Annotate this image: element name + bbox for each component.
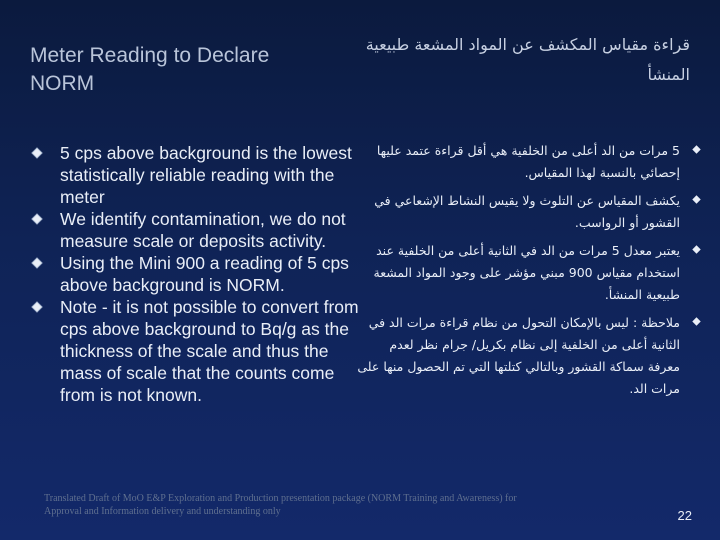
bullet-text: 5 cps above background is the lowest statistically reliable reading with the meter xyxy=(60,143,352,207)
bullet-icon xyxy=(31,301,42,312)
bullet-icon xyxy=(692,145,700,153)
bullet-icon xyxy=(692,317,700,325)
bullet-item-ar xyxy=(357,312,702,400)
bullet-item-en xyxy=(30,296,365,406)
bullet-icon xyxy=(31,213,42,224)
bullet-text: يعتبر معدل 5 مرات من الد في الثانية أعلى من الخلفية عند استخدام مقياس 900 مبني مؤشر على وجود المواد المشعة طبيعية المنشأ. xyxy=(373,243,680,302)
bullet-text: ملاحظة : ليس بالإمكان التحول من نظام قراءة مرات الد في الثانية أعلى من الخلفية إلى نظام بكريل/ جرام نظر لعدم معرفة سماكة القشور وبالتالي كتلتها التي تم الحصول منها على مرات الد. xyxy=(357,315,680,396)
bullet-text: يكشف المقياس عن التلوث ولا يقيس النشاط الإشعاعي في القشور أو الرواسب. xyxy=(374,193,680,230)
bullet-list-english xyxy=(30,142,365,406)
bullet-text: We identify contamination, we do not measure scale or deposits activity. xyxy=(60,209,346,251)
page-number: 22 xyxy=(677,508,692,523)
bullet-text: 5 مرات من الد أعلى من الخلفية هي أقل قراءة عتمد عليها إحصائي بالنسبة لهذا المقياس. xyxy=(376,143,680,180)
bullet-item-en xyxy=(30,252,365,296)
bullet-list-arabic xyxy=(357,140,702,406)
bullet-item-en xyxy=(30,208,365,252)
bullet-icon xyxy=(31,147,42,158)
bullet-item-en xyxy=(30,142,365,208)
slide-footer: Translated Draft of MoO E&P Exploration and Production presentation package (NORM Training and Awareness) for Approval and Information delivery and understanding only xyxy=(44,493,517,517)
bullet-text: Note - it is not possible to convert from cps above background to Bq/g as the thickness of the scale and thus the mass of scale that the counts come from is not known. xyxy=(60,297,359,405)
slide-title-english: Meter Reading to Declare NORM xyxy=(30,44,270,95)
bullet-item-ar xyxy=(357,140,702,184)
bullet-item-ar xyxy=(357,240,702,306)
slide-title-arabic: قراءة مقياس المكشف عن المواد المشعة طبيعية المنشأ xyxy=(365,35,690,84)
bullet-icon xyxy=(31,257,42,268)
bullet-item-ar xyxy=(357,190,702,234)
bullet-text: Using the Mini 900 a reading of 5 cps above background is NORM. xyxy=(60,253,349,295)
bullet-icon xyxy=(692,195,700,203)
bullet-icon xyxy=(692,245,700,253)
